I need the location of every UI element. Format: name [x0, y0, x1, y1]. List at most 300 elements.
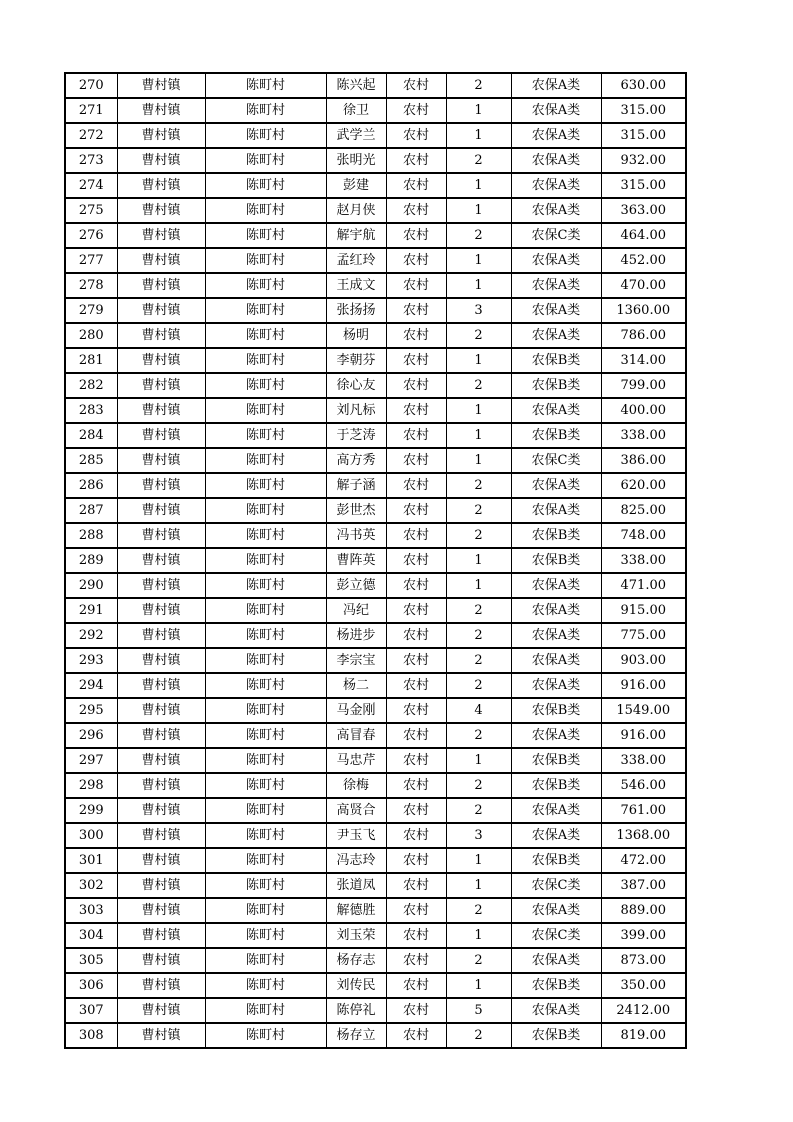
table-row — [65, 923, 686, 948]
cell-amount: 889.00 — [601, 898, 686, 923]
cell-amount: 350.00 — [601, 973, 686, 998]
cell-village: 陈町村 — [205, 723, 326, 748]
cell-village: 陈町村 — [205, 673, 326, 698]
cell-amount: 314.00 — [601, 348, 686, 373]
cell-person-count: 2 — [446, 523, 511, 548]
cell-amount: 363.00 — [601, 198, 686, 223]
cell-insurance-category: 农保A类 — [511, 623, 601, 648]
cell-village: 陈町村 — [205, 998, 326, 1023]
table-row — [65, 398, 686, 423]
cell-insurance-category: 农保A类 — [511, 398, 601, 423]
cell-name: 彭立德 — [326, 573, 386, 598]
table-row — [65, 573, 686, 598]
cell-insurance-category: 农保A类 — [511, 498, 601, 523]
cell-person-count: 1 — [446, 573, 511, 598]
cell-row-number: 280 — [65, 323, 117, 348]
cell-town: 曹村镇 — [117, 923, 205, 948]
cell-name: 刘传民 — [326, 973, 386, 998]
cell-person-count: 1 — [446, 923, 511, 948]
cell-amount: 2412.00 — [601, 998, 686, 1023]
cell-name: 徐梅 — [326, 773, 386, 798]
cell-town: 曹村镇 — [117, 373, 205, 398]
cell-insurance-category: 农保C类 — [511, 873, 601, 898]
cell-town: 曹村镇 — [117, 398, 205, 423]
cell-town: 曹村镇 — [117, 473, 205, 498]
cell-name: 马金刚 — [326, 698, 386, 723]
cell-amount: 748.00 — [601, 523, 686, 548]
cell-town: 曹村镇 — [117, 723, 205, 748]
cell-residence-type: 农村 — [386, 1023, 446, 1048]
cell-name: 徐心友 — [326, 373, 386, 398]
cell-insurance-category: 农保C类 — [511, 448, 601, 473]
cell-village: 陈町村 — [205, 973, 326, 998]
cell-row-number: 279 — [65, 298, 117, 323]
cell-name: 杨明 — [326, 323, 386, 348]
cell-row-number: 282 — [65, 373, 117, 398]
table-row — [65, 73, 686, 98]
cell-residence-type: 农村 — [386, 223, 446, 248]
cell-residence-type: 农村 — [386, 673, 446, 698]
table-body — [65, 73, 686, 1048]
cell-amount: 761.00 — [601, 798, 686, 823]
table-row — [65, 698, 686, 723]
table-row — [65, 598, 686, 623]
cell-row-number: 273 — [65, 148, 117, 173]
cell-residence-type: 农村 — [386, 573, 446, 598]
cell-village: 陈町村 — [205, 948, 326, 973]
cell-village: 陈町村 — [205, 348, 326, 373]
cell-town: 曹村镇 — [117, 823, 205, 848]
cell-row-number: 299 — [65, 798, 117, 823]
cell-name: 陈停礼 — [326, 998, 386, 1023]
cell-row-number: 277 — [65, 248, 117, 273]
cell-village: 陈町村 — [205, 423, 326, 448]
cell-row-number: 300 — [65, 823, 117, 848]
cell-insurance-category: 农保A类 — [511, 123, 601, 148]
cell-amount: 916.00 — [601, 673, 686, 698]
cell-insurance-category: 农保A类 — [511, 148, 601, 173]
cell-village: 陈町村 — [205, 273, 326, 298]
cell-insurance-category: 农保A类 — [511, 98, 601, 123]
cell-residence-type: 农村 — [386, 423, 446, 448]
cell-town: 曹村镇 — [117, 348, 205, 373]
cell-village: 陈町村 — [205, 148, 326, 173]
cell-village: 陈町村 — [205, 298, 326, 323]
cell-village: 陈町村 — [205, 198, 326, 223]
cell-amount: 471.00 — [601, 573, 686, 598]
cell-row-number: 291 — [65, 598, 117, 623]
table-row — [65, 998, 686, 1023]
cell-person-count: 1 — [446, 398, 511, 423]
cell-village: 陈町村 — [205, 748, 326, 773]
cell-person-count: 2 — [446, 623, 511, 648]
cell-village: 陈町村 — [205, 398, 326, 423]
cell-residence-type: 农村 — [386, 948, 446, 973]
table-row — [65, 98, 686, 123]
cell-insurance-category: 农保B类 — [511, 373, 601, 398]
cell-row-number: 286 — [65, 473, 117, 498]
table-row — [65, 873, 686, 898]
cell-insurance-category: 农保B类 — [511, 1023, 601, 1048]
cell-name: 张扬扬 — [326, 298, 386, 323]
cell-residence-type: 农村 — [386, 998, 446, 1023]
cell-person-count: 2 — [446, 673, 511, 698]
cell-amount: 630.00 — [601, 73, 686, 98]
cell-person-count: 1 — [446, 348, 511, 373]
cell-row-number: 275 — [65, 198, 117, 223]
cell-name: 高贤合 — [326, 798, 386, 823]
cell-person-count: 1 — [446, 198, 511, 223]
cell-town: 曹村镇 — [117, 748, 205, 773]
cell-residence-type: 农村 — [386, 598, 446, 623]
cell-town: 曹村镇 — [117, 223, 205, 248]
cell-person-count: 2 — [446, 323, 511, 348]
cell-row-number: 295 — [65, 698, 117, 723]
cell-insurance-category: 农保A类 — [511, 473, 601, 498]
cell-name: 徐卫 — [326, 98, 386, 123]
cell-town: 曹村镇 — [117, 673, 205, 698]
cell-name: 刘凡标 — [326, 398, 386, 423]
cell-village: 陈町村 — [205, 898, 326, 923]
cell-row-number: 292 — [65, 623, 117, 648]
cell-town: 曹村镇 — [117, 898, 205, 923]
cell-person-count: 5 — [446, 998, 511, 1023]
cell-town: 曹村镇 — [117, 323, 205, 348]
cell-name: 杨进步 — [326, 623, 386, 648]
cell-residence-type: 农村 — [386, 923, 446, 948]
cell-person-count: 1 — [446, 973, 511, 998]
cell-row-number: 294 — [65, 673, 117, 698]
table-row — [65, 848, 686, 873]
cell-insurance-category: 农保B类 — [511, 773, 601, 798]
cell-residence-type: 农村 — [386, 523, 446, 548]
cell-town: 曹村镇 — [117, 773, 205, 798]
cell-person-count: 2 — [446, 723, 511, 748]
cell-town: 曹村镇 — [117, 123, 205, 148]
table-row — [65, 448, 686, 473]
cell-amount: 775.00 — [601, 623, 686, 648]
cell-residence-type: 农村 — [386, 648, 446, 673]
cell-amount: 873.00 — [601, 948, 686, 973]
cell-person-count: 1 — [446, 848, 511, 873]
cell-town: 曹村镇 — [117, 273, 205, 298]
cell-residence-type: 农村 — [386, 248, 446, 273]
cell-insurance-category: 农保A类 — [511, 573, 601, 598]
cell-name: 曹阵英 — [326, 548, 386, 573]
table-row — [65, 298, 686, 323]
cell-residence-type: 农村 — [386, 398, 446, 423]
cell-town: 曹村镇 — [117, 873, 205, 898]
cell-insurance-category: 农保B类 — [511, 698, 601, 723]
cell-row-number: 304 — [65, 923, 117, 948]
cell-amount: 620.00 — [601, 473, 686, 498]
cell-amount: 464.00 — [601, 223, 686, 248]
cell-village: 陈町村 — [205, 98, 326, 123]
cell-row-number: 272 — [65, 123, 117, 148]
cell-town: 曹村镇 — [117, 998, 205, 1023]
cell-name: 孟红玲 — [326, 248, 386, 273]
cell-town: 曹村镇 — [117, 598, 205, 623]
cell-name: 彭世杰 — [326, 498, 386, 523]
table-row — [65, 798, 686, 823]
cell-town: 曹村镇 — [117, 1023, 205, 1048]
cell-residence-type: 农村 — [386, 173, 446, 198]
cell-town: 曹村镇 — [117, 198, 205, 223]
cell-insurance-category: 农保A类 — [511, 898, 601, 923]
cell-village: 陈町村 — [205, 1023, 326, 1048]
cell-residence-type: 农村 — [386, 73, 446, 98]
cell-amount: 786.00 — [601, 323, 686, 348]
cell-village: 陈町村 — [205, 323, 326, 348]
cell-person-count: 2 — [446, 498, 511, 523]
cell-person-count: 1 — [446, 98, 511, 123]
table-row — [65, 673, 686, 698]
cell-insurance-category: 农保B类 — [511, 523, 601, 548]
cell-person-count: 4 — [446, 698, 511, 723]
cell-amount: 1360.00 — [601, 298, 686, 323]
table-row — [65, 348, 686, 373]
cell-town: 曹村镇 — [117, 248, 205, 273]
table-row — [65, 423, 686, 448]
cell-residence-type: 农村 — [386, 473, 446, 498]
cell-residence-type: 农村 — [386, 448, 446, 473]
cell-town: 曹村镇 — [117, 973, 205, 998]
table-row — [65, 823, 686, 848]
cell-person-count: 1 — [446, 448, 511, 473]
cell-town: 曹村镇 — [117, 298, 205, 323]
cell-amount: 315.00 — [601, 173, 686, 198]
cell-village: 陈町村 — [205, 698, 326, 723]
cell-residence-type: 农村 — [386, 123, 446, 148]
cell-amount: 338.00 — [601, 748, 686, 773]
cell-amount: 315.00 — [601, 123, 686, 148]
cell-name: 杨二 — [326, 673, 386, 698]
cell-row-number: 285 — [65, 448, 117, 473]
cell-insurance-category: 农保A类 — [511, 323, 601, 348]
cell-residence-type: 农村 — [386, 98, 446, 123]
cell-insurance-category: 农保A类 — [511, 273, 601, 298]
table-row — [65, 473, 686, 498]
cell-residence-type: 农村 — [386, 723, 446, 748]
cell-village: 陈町村 — [205, 598, 326, 623]
cell-row-number: 271 — [65, 98, 117, 123]
cell-person-count: 2 — [446, 948, 511, 973]
cell-town: 曹村镇 — [117, 698, 205, 723]
cell-village: 陈町村 — [205, 523, 326, 548]
cell-amount: 338.00 — [601, 548, 686, 573]
cell-town: 曹村镇 — [117, 798, 205, 823]
cell-village: 陈町村 — [205, 823, 326, 848]
cell-village: 陈町村 — [205, 623, 326, 648]
cell-amount: 932.00 — [601, 148, 686, 173]
cell-name: 解子涵 — [326, 473, 386, 498]
table-row — [65, 523, 686, 548]
cell-insurance-category: 农保B类 — [511, 548, 601, 573]
cell-row-number: 303 — [65, 898, 117, 923]
cell-person-count: 2 — [446, 798, 511, 823]
cell-amount: 400.00 — [601, 398, 686, 423]
cell-amount: 916.00 — [601, 723, 686, 748]
cell-row-number: 278 — [65, 273, 117, 298]
cell-name: 张明光 — [326, 148, 386, 173]
cell-town: 曹村镇 — [117, 523, 205, 548]
cell-amount: 315.00 — [601, 98, 686, 123]
cell-residence-type: 农村 — [386, 498, 446, 523]
cell-town: 曹村镇 — [117, 648, 205, 673]
cell-amount: 819.00 — [601, 1023, 686, 1048]
cell-amount: 470.00 — [601, 273, 686, 298]
cell-row-number: 301 — [65, 848, 117, 873]
table-row — [65, 623, 686, 648]
cell-person-count: 3 — [446, 823, 511, 848]
cell-row-number: 276 — [65, 223, 117, 248]
cell-person-count: 2 — [446, 648, 511, 673]
cell-person-count: 1 — [446, 273, 511, 298]
cell-person-count: 2 — [446, 373, 511, 398]
cell-insurance-category: 农保A类 — [511, 298, 601, 323]
cell-person-count: 2 — [446, 473, 511, 498]
cell-name: 杨存志 — [326, 948, 386, 973]
cell-insurance-category: 农保A类 — [511, 673, 601, 698]
cell-residence-type: 农村 — [386, 823, 446, 848]
table-row — [65, 123, 686, 148]
cell-row-number: 281 — [65, 348, 117, 373]
cell-village: 陈町村 — [205, 223, 326, 248]
cell-village: 陈町村 — [205, 773, 326, 798]
cell-residence-type: 农村 — [386, 748, 446, 773]
cell-row-number: 298 — [65, 773, 117, 798]
cell-person-count: 2 — [446, 148, 511, 173]
cell-name: 刘玉荣 — [326, 923, 386, 948]
cell-insurance-category: 农保B类 — [511, 748, 601, 773]
cell-name: 冯纪 — [326, 598, 386, 623]
cell-village: 陈町村 — [205, 473, 326, 498]
cell-row-number: 296 — [65, 723, 117, 748]
cell-person-count: 3 — [446, 298, 511, 323]
cell-person-count: 1 — [446, 423, 511, 448]
cell-name: 李宗宝 — [326, 648, 386, 673]
cell-row-number: 293 — [65, 648, 117, 673]
cell-person-count: 1 — [446, 873, 511, 898]
table-row — [65, 323, 686, 348]
cell-insurance-category: 农保A类 — [511, 73, 601, 98]
cell-person-count: 1 — [446, 748, 511, 773]
cell-village: 陈町村 — [205, 123, 326, 148]
cell-residence-type: 农村 — [386, 873, 446, 898]
cell-name: 于芝涛 — [326, 423, 386, 448]
table-row — [65, 1023, 686, 1048]
table-row — [65, 373, 686, 398]
cell-row-number: 305 — [65, 948, 117, 973]
cell-residence-type: 农村 — [386, 773, 446, 798]
cell-name: 解宇航 — [326, 223, 386, 248]
cell-amount: 915.00 — [601, 598, 686, 623]
cell-town: 曹村镇 — [117, 448, 205, 473]
cell-town: 曹村镇 — [117, 98, 205, 123]
cell-person-count: 2 — [446, 1023, 511, 1048]
table-row — [65, 223, 686, 248]
cell-village: 陈町村 — [205, 873, 326, 898]
cell-name: 武学兰 — [326, 123, 386, 148]
cell-insurance-category: 农保B类 — [511, 423, 601, 448]
cell-village: 陈町村 — [205, 173, 326, 198]
table-row — [65, 548, 686, 573]
cell-insurance-category: 农保A类 — [511, 798, 601, 823]
cell-village: 陈町村 — [205, 248, 326, 273]
cell-row-number: 283 — [65, 398, 117, 423]
cell-residence-type: 农村 — [386, 273, 446, 298]
cell-name: 冯志玲 — [326, 848, 386, 873]
cell-amount: 799.00 — [601, 373, 686, 398]
cell-row-number: 274 — [65, 173, 117, 198]
cell-amount: 1549.00 — [601, 698, 686, 723]
table-row — [65, 173, 686, 198]
cell-row-number: 290 — [65, 573, 117, 598]
cell-name: 李朝芬 — [326, 348, 386, 373]
cell-row-number: 288 — [65, 523, 117, 548]
cell-village: 陈町村 — [205, 373, 326, 398]
cell-town: 曹村镇 — [117, 573, 205, 598]
cell-person-count: 1 — [446, 248, 511, 273]
cell-row-number: 306 — [65, 973, 117, 998]
cell-insurance-category: 农保A类 — [511, 648, 601, 673]
cell-village: 陈町村 — [205, 573, 326, 598]
cell-person-count: 2 — [446, 598, 511, 623]
cell-person-count: 1 — [446, 173, 511, 198]
table-row — [65, 948, 686, 973]
cell-row-number: 287 — [65, 498, 117, 523]
cell-town: 曹村镇 — [117, 848, 205, 873]
cell-amount: 387.00 — [601, 873, 686, 898]
cell-village: 陈町村 — [205, 548, 326, 573]
cell-town: 曹村镇 — [117, 173, 205, 198]
cell-row-number: 308 — [65, 1023, 117, 1048]
cell-row-number: 289 — [65, 548, 117, 573]
cell-residence-type: 农村 — [386, 973, 446, 998]
cell-name: 彭建 — [326, 173, 386, 198]
cell-village: 陈町村 — [205, 648, 326, 673]
cell-person-count: 2 — [446, 898, 511, 923]
cell-row-number: 302 — [65, 873, 117, 898]
cell-residence-type: 农村 — [386, 898, 446, 923]
cell-town: 曹村镇 — [117, 623, 205, 648]
cell-row-number: 284 — [65, 423, 117, 448]
cell-insurance-category: 农保A类 — [511, 198, 601, 223]
subsidy-table — [64, 72, 687, 1049]
cell-residence-type: 农村 — [386, 848, 446, 873]
cell-insurance-category: 农保B类 — [511, 848, 601, 873]
table-row — [65, 973, 686, 998]
cell-insurance-category: 农保A类 — [511, 823, 601, 848]
cell-name: 尹玉飞 — [326, 823, 386, 848]
cell-name: 高方秀 — [326, 448, 386, 473]
cell-insurance-category: 农保A类 — [511, 948, 601, 973]
cell-amount: 1368.00 — [601, 823, 686, 848]
cell-amount: 386.00 — [601, 448, 686, 473]
cell-residence-type: 农村 — [386, 298, 446, 323]
table-row — [65, 748, 686, 773]
cell-insurance-category: 农保B类 — [511, 973, 601, 998]
cell-village: 陈町村 — [205, 798, 326, 823]
cell-name: 王成文 — [326, 273, 386, 298]
cell-row-number: 307 — [65, 998, 117, 1023]
cell-person-count: 2 — [446, 773, 511, 798]
cell-residence-type: 农村 — [386, 348, 446, 373]
cell-insurance-category: 农保B类 — [511, 348, 601, 373]
cell-amount: 903.00 — [601, 648, 686, 673]
table-row — [65, 198, 686, 223]
cell-name: 冯书英 — [326, 523, 386, 548]
